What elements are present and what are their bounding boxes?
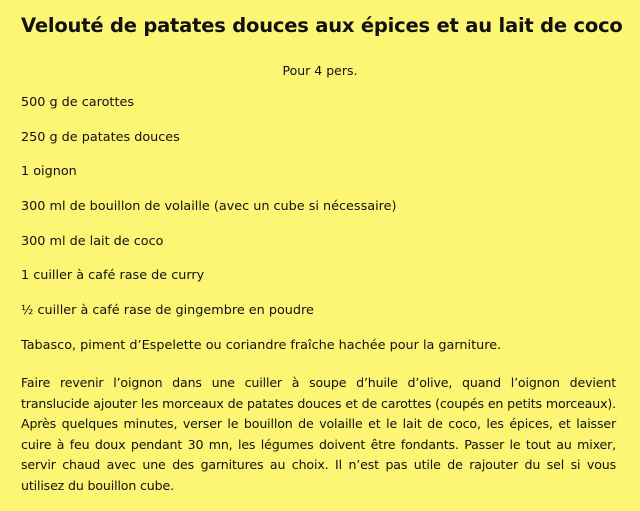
instructions-paragraph: Faire revenir l’oignon dans une cuiller à soupe d’huile d’olive, quand l’oignon devient translucide ajouter les morceaux de patates douces et de carottes (coupés en petits morceaux). Après quelques minutes, verser le bouillon de volaille et le lait de coco, les épices, et laisser cuire à feu doux pendant 30 mn, les légumes doivent être fondants. Passer le tout au mixer, servir chaud avec une des garnitures au choix. Il n’est pas utile de rajouter du sel si vous utilisez du bouillon cube. (21, 375, 616, 493)
ingredient-item: 1 oignon (21, 164, 77, 180)
ingredient-list (21, 94, 501, 372)
ingredient-item: 1 cuiller à café rase de curry (21, 268, 205, 284)
ingredient-item: 250 g de patates douces (21, 129, 180, 145)
ingredient-item: 500 g de carottes (21, 95, 135, 110)
servings-line: Pour 4 pers. (282, 63, 358, 78)
ingredient-item: 300 ml de bouillon de volaille (avec un cube si nécessaire) (21, 199, 397, 215)
ingredient-item: 300 ml de lait de coco (21, 233, 164, 249)
ingredient-item: ½ cuiller à café rase de gingembre en poudre (21, 303, 314, 319)
recipe-title: Velouté de patates douces aux épices et au lait de coco (21, 14, 623, 37)
ingredient-item: Tabasco, piment d’Espelette ou coriandre fraîche hachée pour la garniture. (21, 337, 502, 353)
